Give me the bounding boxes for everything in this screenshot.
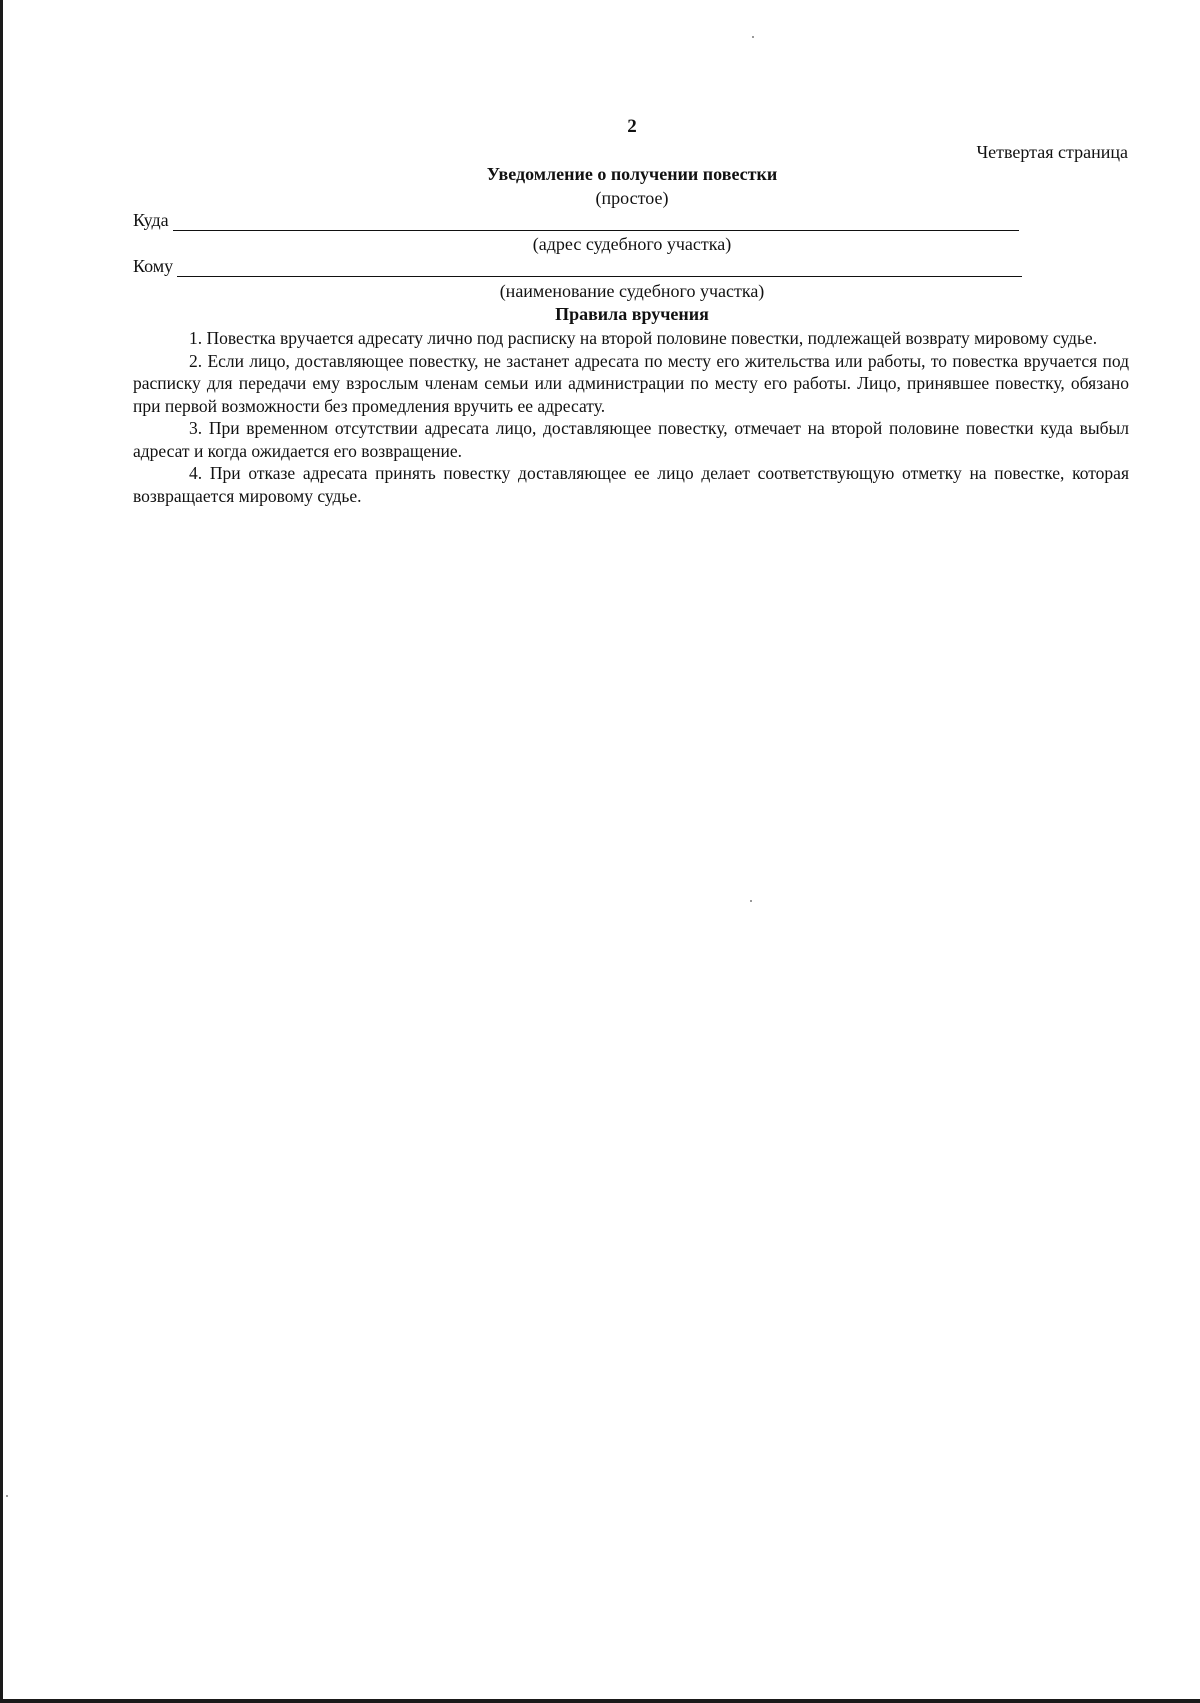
scan-edge-left <box>0 0 3 1703</box>
field-komu <box>133 256 1022 277</box>
field-kuda-caption: (адрес судебного участка) <box>532 234 732 254</box>
scan-speck <box>752 36 754 38</box>
field-kuda-line[interactable] <box>173 212 1019 231</box>
scan-speck <box>750 900 752 902</box>
rule-item: 2. Если лицо, доставляющее повестку, не застанет адресата по месту его жительства или работы, то повестка вручается под расписку для передачи ему взрослым членам семьи или администрации по месту его работы. Лицо, принявшее повестку, обязано при первой возможности без промедления вручить ее адресату. <box>133 350 1129 416</box>
page-label: Четвертая страница <box>976 142 1128 162</box>
field-kuda <box>133 210 1019 231</box>
rule-item: 3. При временном отсутствии адресата лицо, доставляющее повестку, отмечает на второй половине повестки куда выбыл адресат и когда ожидается его возвращение. <box>133 418 1129 461</box>
field-kuda-label: Куда <box>133 210 169 230</box>
scan-edge-bottom <box>0 1699 1200 1703</box>
scan-speck <box>6 1495 8 1497</box>
field-komu-line[interactable] <box>177 258 1022 277</box>
rules-list <box>133 327 1129 507</box>
rule-item: 1. Повестка вручается адресату лично под расписку на второй половине повестки, подлежащей возврату мировому судье. <box>189 328 1098 348</box>
rule-item: 4. При отказе адресата принять повестку доставляющее ее лицо делает соответствующую отметку на повестке, которая возвращается мировому судье. <box>133 463 1129 506</box>
field-komu-caption: (наименование судебного участка) <box>499 281 765 301</box>
document-title: Уведомление о получении повестки <box>486 164 778 184</box>
rules-heading: Правила вручения <box>555 304 709 324</box>
field-komu-label: Кому <box>133 256 174 276</box>
page-number: 2 <box>627 116 637 137</box>
document-subtitle: (простое) <box>595 188 669 208</box>
